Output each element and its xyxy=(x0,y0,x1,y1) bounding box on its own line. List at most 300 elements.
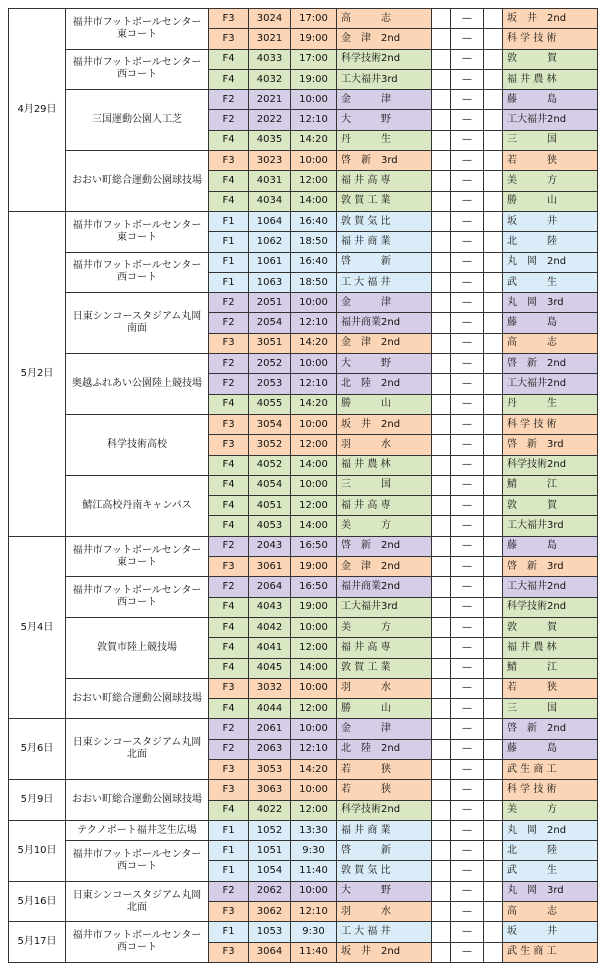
match-number-cell: 3023 xyxy=(249,151,291,171)
away-score-cell xyxy=(484,9,503,29)
home-score-cell xyxy=(432,475,451,495)
home-team-cell: 福 井 農 林 xyxy=(337,455,432,475)
versus-dash-cell: — xyxy=(451,577,484,597)
away-score-cell xyxy=(484,942,503,962)
home-team-cell: 高 志 xyxy=(337,9,432,29)
match-row xyxy=(9,719,598,739)
home-score-cell xyxy=(432,759,451,779)
venue-cell: 福井市フットボールセンター西コート xyxy=(66,577,209,618)
away-team-cell: 丹 生 xyxy=(503,394,598,414)
away-score-cell xyxy=(484,719,503,739)
away-team-cell: 藤 島 xyxy=(503,313,598,333)
away-score-cell xyxy=(484,638,503,658)
home-score-cell xyxy=(432,496,451,516)
versus-dash-cell: — xyxy=(451,211,484,231)
schedule-body xyxy=(9,9,598,963)
away-team-cell: 鯖 江 xyxy=(503,658,598,678)
away-score-cell xyxy=(484,130,503,150)
home-team-cell: 啓 新 2nd xyxy=(337,536,432,556)
away-score-cell xyxy=(484,881,503,901)
level-cell: F2 xyxy=(209,739,249,759)
home-team-cell: 羽 水 xyxy=(337,435,432,455)
match-row xyxy=(9,841,598,861)
kickoff-time-cell: 19:00 xyxy=(291,29,337,49)
away-team-cell: 啓 新 3rd xyxy=(503,435,598,455)
match-number-cell: 4022 xyxy=(249,800,291,820)
level-cell: F4 xyxy=(209,597,249,617)
match-row xyxy=(9,90,598,110)
kickoff-time-cell: 16:40 xyxy=(291,211,337,231)
away-score-cell xyxy=(484,29,503,49)
away-score-cell xyxy=(484,394,503,414)
versus-dash-cell: — xyxy=(451,881,484,901)
versus-dash-cell: — xyxy=(451,699,484,719)
home-score-cell xyxy=(432,293,451,313)
home-team-cell: 福 井 高 専 xyxy=(337,496,432,516)
away-score-cell xyxy=(484,151,503,171)
away-team-cell: 科 学 技 術 xyxy=(503,780,598,800)
level-cell: F2 xyxy=(209,881,249,901)
versus-dash-cell: — xyxy=(451,922,484,942)
home-team-cell: 福 井 商 業 xyxy=(337,232,432,252)
home-score-cell xyxy=(432,272,451,292)
versus-dash-cell: — xyxy=(451,800,484,820)
away-score-cell xyxy=(484,678,503,698)
kickoff-time-cell: 12:10 xyxy=(291,313,337,333)
level-cell: F3 xyxy=(209,9,249,29)
home-team-cell: 福 井 商 業 xyxy=(337,820,432,840)
home-score-cell xyxy=(432,557,451,577)
away-team-cell: 敦 賀 xyxy=(503,49,598,69)
home-team-cell: 啓 新 xyxy=(337,252,432,272)
match-number-cell: 4033 xyxy=(249,49,291,69)
away-score-cell xyxy=(484,313,503,333)
match-number-cell: 2051 xyxy=(249,293,291,313)
level-cell: F1 xyxy=(209,232,249,252)
versus-dash-cell: — xyxy=(451,658,484,678)
level-cell: F4 xyxy=(209,191,249,211)
match-number-cell: 4052 xyxy=(249,455,291,475)
level-cell: F2 xyxy=(209,293,249,313)
home-team-cell: 金 津 2nd xyxy=(337,333,432,353)
home-score-cell xyxy=(432,516,451,536)
away-score-cell xyxy=(484,759,503,779)
home-score-cell xyxy=(432,699,451,719)
away-score-cell xyxy=(484,800,503,820)
versus-dash-cell: — xyxy=(451,435,484,455)
match-row xyxy=(9,678,598,698)
home-team-cell: 科学技術2nd xyxy=(337,800,432,820)
kickoff-time-cell: 16:50 xyxy=(291,577,337,597)
kickoff-time-cell: 19:00 xyxy=(291,597,337,617)
match-number-cell: 4055 xyxy=(249,394,291,414)
away-team-cell: 美 方 xyxy=(503,171,598,191)
home-score-cell xyxy=(432,861,451,881)
date-cell: 5月2日 xyxy=(9,211,66,536)
away-team-cell: 鯖 江 xyxy=(503,475,598,495)
away-score-cell xyxy=(484,739,503,759)
kickoff-time-cell: 16:50 xyxy=(291,536,337,556)
match-number-cell: 4041 xyxy=(249,638,291,658)
home-score-cell xyxy=(432,881,451,901)
match-row xyxy=(9,881,598,901)
kickoff-time-cell: 12:00 xyxy=(291,435,337,455)
away-score-cell xyxy=(484,496,503,516)
match-number-cell: 3052 xyxy=(249,435,291,455)
kickoff-time-cell: 17:00 xyxy=(291,49,337,69)
match-number-cell: 1064 xyxy=(249,211,291,231)
away-team-cell: 武 生 xyxy=(503,861,598,881)
home-score-cell xyxy=(432,354,451,374)
versus-dash-cell: — xyxy=(451,333,484,353)
versus-dash-cell: — xyxy=(451,557,484,577)
versus-dash-cell: — xyxy=(451,374,484,394)
match-number-cell: 4031 xyxy=(249,171,291,191)
match-row xyxy=(9,354,598,374)
versus-dash-cell: — xyxy=(451,414,484,434)
away-team-cell: 美 方 xyxy=(503,800,598,820)
home-team-cell: 金 津 2nd xyxy=(337,557,432,577)
home-score-cell xyxy=(432,455,451,475)
date-cell: 5月4日 xyxy=(9,536,66,719)
home-score-cell xyxy=(432,232,451,252)
level-cell: F3 xyxy=(209,29,249,49)
away-score-cell xyxy=(484,861,503,881)
away-team-cell: 坂 井 xyxy=(503,922,598,942)
level-cell: F1 xyxy=(209,922,249,942)
match-row xyxy=(9,820,598,840)
venue-cell: 日東シンコースタジアム丸岡北面 xyxy=(66,719,209,780)
date-cell: 5月6日 xyxy=(9,719,66,780)
home-score-cell xyxy=(432,252,451,272)
home-score-cell xyxy=(432,536,451,556)
venue-cell: 福井市フットボールセンター西コート xyxy=(66,841,209,882)
away-score-cell xyxy=(484,414,503,434)
kickoff-time-cell: 14:00 xyxy=(291,658,337,678)
versus-dash-cell: — xyxy=(451,110,484,130)
away-team-cell: 三 国 xyxy=(503,130,598,150)
versus-dash-cell: — xyxy=(451,516,484,536)
match-number-cell: 3054 xyxy=(249,414,291,434)
kickoff-time-cell: 14:20 xyxy=(291,759,337,779)
home-team-cell: 美 方 xyxy=(337,516,432,536)
away-team-cell: 科学技術2nd xyxy=(503,597,598,617)
away-score-cell xyxy=(484,617,503,637)
away-team-cell: 科 学 技 術 xyxy=(503,29,598,49)
versus-dash-cell: — xyxy=(451,130,484,150)
away-team-cell: 工大福井2nd xyxy=(503,110,598,130)
kickoff-time-cell: 11:40 xyxy=(291,942,337,962)
match-number-cell: 4043 xyxy=(249,597,291,617)
away-score-cell xyxy=(484,455,503,475)
versus-dash-cell: — xyxy=(451,902,484,922)
away-score-cell xyxy=(484,374,503,394)
level-cell: F3 xyxy=(209,759,249,779)
away-team-cell: 啓 新 2nd xyxy=(503,719,598,739)
kickoff-time-cell: 12:00 xyxy=(291,496,337,516)
venue-cell: おおい町総合運動公園球技場 xyxy=(66,678,209,719)
home-score-cell xyxy=(432,69,451,89)
home-score-cell xyxy=(432,739,451,759)
level-cell: F2 xyxy=(209,536,249,556)
match-row xyxy=(9,577,598,597)
away-team-cell: 勝 山 xyxy=(503,191,598,211)
level-cell: F4 xyxy=(209,800,249,820)
match-number-cell: 4054 xyxy=(249,475,291,495)
match-row xyxy=(9,9,598,29)
versus-dash-cell: — xyxy=(451,942,484,962)
away-score-cell xyxy=(484,780,503,800)
home-team-cell: 工 大 福 井 xyxy=(337,272,432,292)
match-number-cell: 3021 xyxy=(249,29,291,49)
versus-dash-cell: — xyxy=(451,861,484,881)
home-team-cell: 丹 生 xyxy=(337,130,432,150)
away-team-cell: 北 陸 xyxy=(503,232,598,252)
versus-dash-cell: — xyxy=(451,151,484,171)
home-score-cell xyxy=(432,942,451,962)
away-score-cell xyxy=(484,110,503,130)
away-team-cell: 科学技術2nd xyxy=(503,455,598,475)
match-number-cell: 2043 xyxy=(249,536,291,556)
venue-cell: 福井市フットボールセンター東コート xyxy=(66,211,209,252)
kickoff-time-cell: 14:00 xyxy=(291,455,337,475)
match-number-cell: 2022 xyxy=(249,110,291,130)
kickoff-time-cell: 10:00 xyxy=(291,293,337,313)
home-score-cell xyxy=(432,90,451,110)
away-team-cell: 高 志 xyxy=(503,902,598,922)
away-score-cell xyxy=(484,191,503,211)
level-cell: F2 xyxy=(209,374,249,394)
home-team-cell: 勝 山 xyxy=(337,394,432,414)
kickoff-time-cell: 9:30 xyxy=(291,922,337,942)
home-score-cell xyxy=(432,597,451,617)
kickoff-time-cell: 10:00 xyxy=(291,678,337,698)
home-score-cell xyxy=(432,719,451,739)
versus-dash-cell: — xyxy=(451,719,484,739)
home-team-cell: 勝 山 xyxy=(337,699,432,719)
home-score-cell xyxy=(432,394,451,414)
match-row xyxy=(9,49,598,69)
match-number-cell: 4032 xyxy=(249,69,291,89)
home-team-cell: 敦 賀 気 比 xyxy=(337,211,432,231)
home-team-cell: 福井商業2nd xyxy=(337,313,432,333)
versus-dash-cell: — xyxy=(451,841,484,861)
home-team-cell: 若 狭 xyxy=(337,759,432,779)
away-score-cell xyxy=(484,272,503,292)
away-team-cell: 啓 新 2nd xyxy=(503,354,598,374)
level-cell: F4 xyxy=(209,394,249,414)
versus-dash-cell: — xyxy=(451,780,484,800)
home-team-cell: 工大福井3rd xyxy=(337,597,432,617)
home-score-cell xyxy=(432,638,451,658)
home-team-cell: 敦 賀 気 比 xyxy=(337,861,432,881)
match-number-cell: 4042 xyxy=(249,617,291,637)
match-number-cell: 2052 xyxy=(249,354,291,374)
away-score-cell xyxy=(484,597,503,617)
level-cell: F2 xyxy=(209,313,249,333)
away-team-cell: 武 生 xyxy=(503,272,598,292)
away-score-cell xyxy=(484,902,503,922)
level-cell: F1 xyxy=(209,861,249,881)
level-cell: F3 xyxy=(209,557,249,577)
level-cell: F2 xyxy=(209,354,249,374)
venue-cell: 敦賀市陸上競技場 xyxy=(66,617,209,678)
home-score-cell xyxy=(432,841,451,861)
venue-cell: 鯖江高校丹南キャンパス xyxy=(66,475,209,536)
home-team-cell: 三 国 xyxy=(337,475,432,495)
away-score-cell xyxy=(484,435,503,455)
home-team-cell: 羽 水 xyxy=(337,902,432,922)
kickoff-time-cell: 10:00 xyxy=(291,354,337,374)
home-team-cell: 坂 井 2nd xyxy=(337,942,432,962)
away-score-cell xyxy=(484,232,503,252)
away-team-cell: 若 狭 xyxy=(503,151,598,171)
kickoff-time-cell: 12:00 xyxy=(291,638,337,658)
versus-dash-cell: — xyxy=(451,69,484,89)
versus-dash-cell: — xyxy=(451,90,484,110)
level-cell: F3 xyxy=(209,678,249,698)
away-team-cell: 高 志 xyxy=(503,333,598,353)
level-cell: F2 xyxy=(209,90,249,110)
home-score-cell xyxy=(432,130,451,150)
away-score-cell xyxy=(484,577,503,597)
kickoff-time-cell: 16:40 xyxy=(291,252,337,272)
level-cell: F4 xyxy=(209,475,249,495)
match-number-cell: 2021 xyxy=(249,90,291,110)
away-team-cell: 藤 島 xyxy=(503,90,598,110)
home-team-cell: 坂 井 2nd xyxy=(337,414,432,434)
away-score-cell xyxy=(484,333,503,353)
match-schedule-table xyxy=(8,8,598,963)
away-team-cell: 三 国 xyxy=(503,699,598,719)
versus-dash-cell: — xyxy=(451,272,484,292)
level-cell: F3 xyxy=(209,151,249,171)
home-team-cell: 敦 賀 工 業 xyxy=(337,658,432,678)
versus-dash-cell: — xyxy=(451,638,484,658)
level-cell: F3 xyxy=(209,902,249,922)
versus-dash-cell: — xyxy=(451,49,484,69)
match-number-cell: 3051 xyxy=(249,333,291,353)
match-number-cell: 3053 xyxy=(249,759,291,779)
venue-cell: おおい町総合運動公園球技場 xyxy=(66,780,209,821)
home-score-cell xyxy=(432,617,451,637)
home-score-cell xyxy=(432,435,451,455)
level-cell: F4 xyxy=(209,455,249,475)
home-team-cell: 敦 賀 工 業 xyxy=(337,191,432,211)
away-score-cell xyxy=(484,557,503,577)
match-number-cell: 4035 xyxy=(249,130,291,150)
home-team-cell: 大 野 xyxy=(337,110,432,130)
home-score-cell xyxy=(432,658,451,678)
versus-dash-cell: — xyxy=(451,739,484,759)
kickoff-time-cell: 14:00 xyxy=(291,191,337,211)
level-cell: F2 xyxy=(209,577,249,597)
away-team-cell: 敦 賀 xyxy=(503,496,598,516)
home-team-cell: 大 野 xyxy=(337,354,432,374)
match-number-cell: 4051 xyxy=(249,496,291,516)
home-team-cell: 啓 新 xyxy=(337,841,432,861)
versus-dash-cell: — xyxy=(451,678,484,698)
away-team-cell: 啓 新 3rd xyxy=(503,557,598,577)
home-score-cell xyxy=(432,313,451,333)
level-cell: F2 xyxy=(209,719,249,739)
match-number-cell: 3061 xyxy=(249,557,291,577)
level-cell: F3 xyxy=(209,780,249,800)
away-score-cell xyxy=(484,211,503,231)
versus-dash-cell: — xyxy=(451,191,484,211)
kickoff-time-cell: 11:40 xyxy=(291,861,337,881)
date-cell: 5月17日 xyxy=(9,922,66,963)
away-team-cell: 藤 島 xyxy=(503,739,598,759)
level-cell: F4 xyxy=(209,171,249,191)
level-cell: F4 xyxy=(209,516,249,536)
home-team-cell: 工大福井3rd xyxy=(337,69,432,89)
level-cell: F3 xyxy=(209,333,249,353)
venue-cell: テクノポート福井芝生広場 xyxy=(66,820,209,840)
match-number-cell: 4053 xyxy=(249,516,291,536)
match-number-cell: 4044 xyxy=(249,699,291,719)
home-score-cell xyxy=(432,333,451,353)
home-team-cell: 金 津 2nd xyxy=(337,29,432,49)
venue-cell: おおい町総合運動公園球技場 xyxy=(66,151,209,212)
away-team-cell: 北 陸 xyxy=(503,841,598,861)
match-row xyxy=(9,536,598,556)
away-score-cell xyxy=(484,516,503,536)
level-cell: F1 xyxy=(209,820,249,840)
home-team-cell: 大 野 xyxy=(337,881,432,901)
date-cell: 5月9日 xyxy=(9,780,66,821)
home-score-cell xyxy=(432,374,451,394)
kickoff-time-cell: 14:20 xyxy=(291,130,337,150)
match-row xyxy=(9,780,598,800)
away-team-cell: 丸 岡 2nd xyxy=(503,820,598,840)
match-number-cell: 1051 xyxy=(249,841,291,861)
away-team-cell: 武 生 商 工 xyxy=(503,759,598,779)
versus-dash-cell: — xyxy=(451,475,484,495)
home-team-cell: 福 井 高 専 xyxy=(337,638,432,658)
date-cell: 5月10日 xyxy=(9,820,66,881)
home-score-cell xyxy=(432,800,451,820)
match-row xyxy=(9,617,598,637)
level-cell: F3 xyxy=(209,435,249,455)
level-cell: F1 xyxy=(209,211,249,231)
kickoff-time-cell: 10:00 xyxy=(291,475,337,495)
away-team-cell: 坂 井 2nd xyxy=(503,9,598,29)
home-team-cell: 福 井 高 専 xyxy=(337,171,432,191)
away-team-cell: 工大福井2nd xyxy=(503,577,598,597)
home-team-cell: 金 津 xyxy=(337,719,432,739)
away-team-cell: 福 井 農 林 xyxy=(503,69,598,89)
level-cell: F1 xyxy=(209,252,249,272)
versus-dash-cell: — xyxy=(451,394,484,414)
kickoff-time-cell: 12:00 xyxy=(291,171,337,191)
away-team-cell: 工大福井2nd xyxy=(503,374,598,394)
kickoff-time-cell: 10:00 xyxy=(291,414,337,434)
venue-cell: 奥越ふれあい公園陸上競技場 xyxy=(66,354,209,415)
match-row xyxy=(9,922,598,942)
away-team-cell: 若 狭 xyxy=(503,678,598,698)
match-number-cell: 1053 xyxy=(249,922,291,942)
home-score-cell xyxy=(432,211,451,231)
match-number-cell: 2062 xyxy=(249,881,291,901)
away-score-cell xyxy=(484,354,503,374)
kickoff-time-cell: 14:20 xyxy=(291,333,337,353)
match-number-cell: 2064 xyxy=(249,577,291,597)
venue-cell: 日東シンコースタジアム丸岡南面 xyxy=(66,293,209,354)
kickoff-time-cell: 10:00 xyxy=(291,151,337,171)
level-cell: F3 xyxy=(209,414,249,434)
away-team-cell: 武 生 商 工 xyxy=(503,942,598,962)
